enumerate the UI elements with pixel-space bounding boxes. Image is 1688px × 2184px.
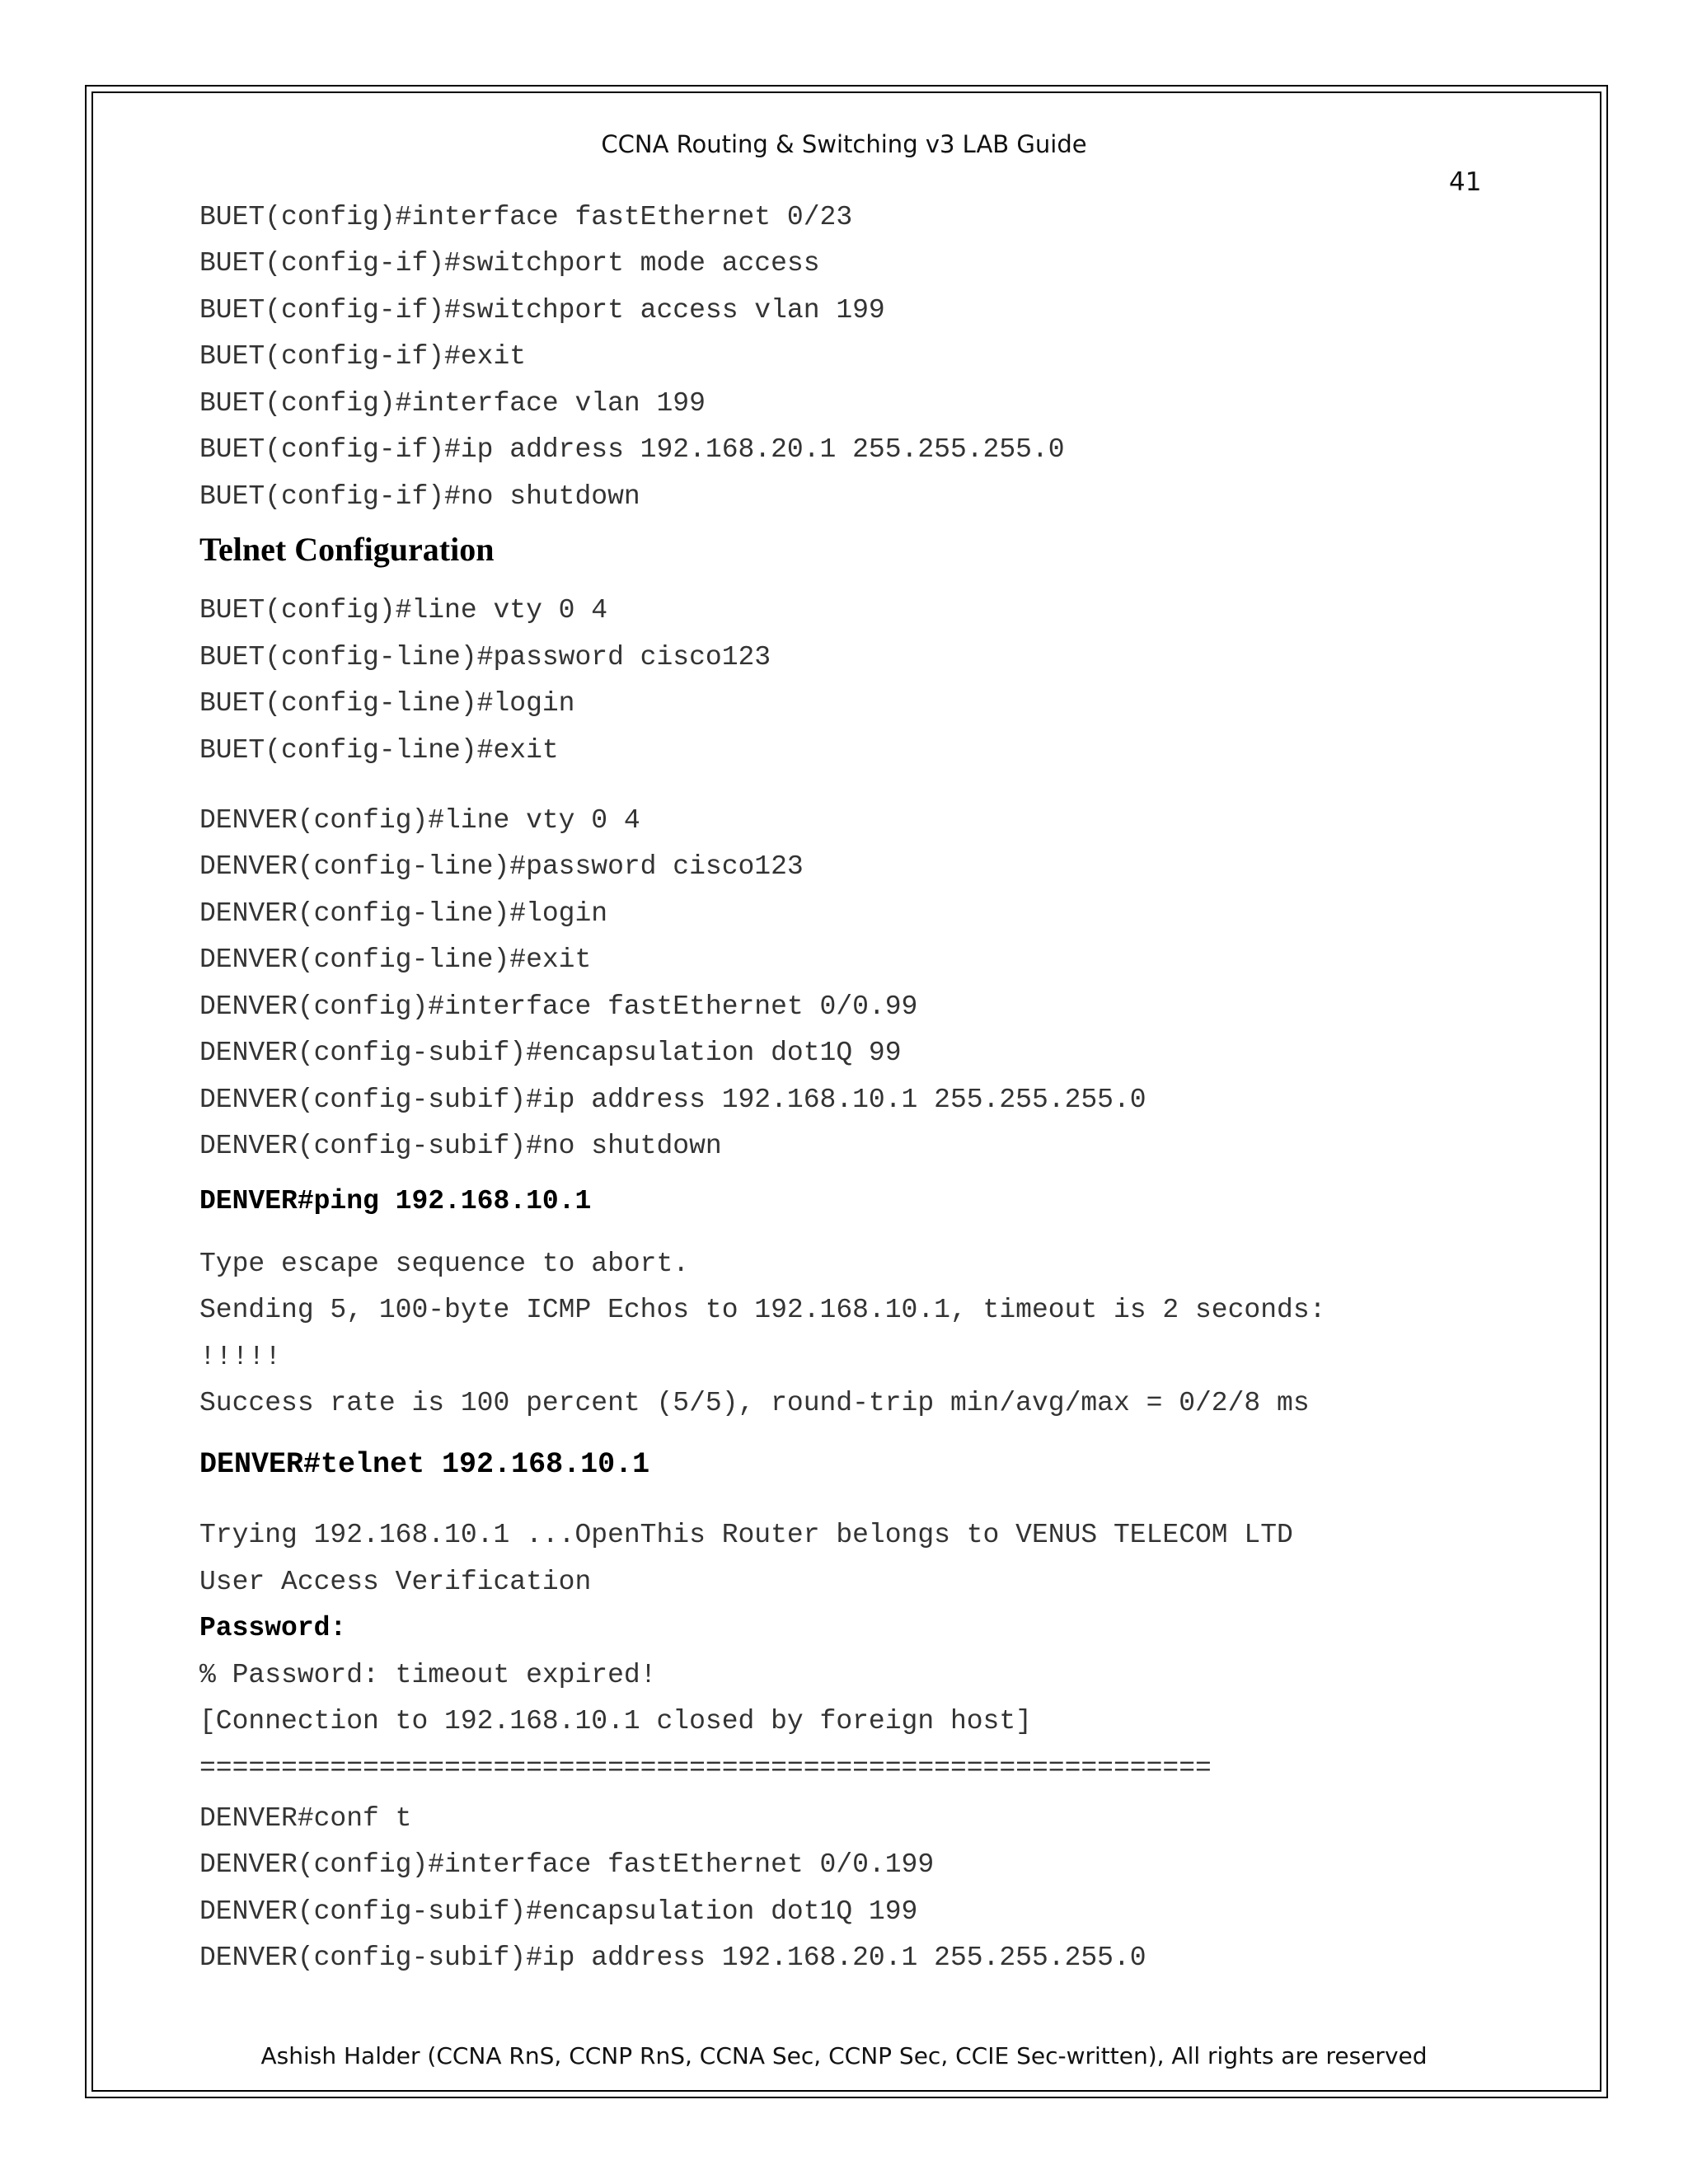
- config-line: BUET(config-line)#password cisco123: [199, 642, 771, 673]
- footer-copyright: Ashish Halder (CCNA RnS, CCNP RnS, CCNA Sec, CCNP Sec, CCIE Sec-written), All rights are reserved: [260, 2042, 1428, 2069]
- config-line: DENVER(config-line)#password cisco123: [199, 851, 804, 882]
- output-line: Type escape sequence to abort.: [199, 1249, 690, 1279]
- config-line: BUET(config-if)#no shutdown: [199, 481, 640, 512]
- header-title: CCNA Routing & Switching v3 LAB Guide: [601, 130, 1087, 158]
- config-line: BUET(config-line)#login: [199, 688, 575, 719]
- output-line: Sending 5, 100-byte ICMP Echos to 192.168.10.1, timeout is 2 seconds:: [199, 1295, 1326, 1325]
- output-line: % Password: timeout expired!: [199, 1660, 657, 1690]
- config-line: DENVER(config-subif)#ip address 192.168.20.1 255.255.255.0: [199, 1943, 1146, 1973]
- config-line: DENVER#conf t: [199, 1803, 412, 1834]
- config-line: DENVER(config-subif)#encapsulation dot1Q 99: [199, 1038, 902, 1068]
- config-line: DENVER(config)#line vty 0 4: [199, 805, 640, 836]
- config-line: BUET(config)#interface fastEthernet 0/23: [199, 202, 853, 232]
- config-line: BUET(config-if)#ip address 192.168.20.1 255.255.255.0: [199, 434, 1065, 465]
- ping-command: DENVER#ping 192.168.10.1: [199, 1186, 592, 1216]
- config-line: DENVER(config-line)#login: [199, 898, 608, 929]
- telnet-command: DENVER#telnet 192.168.10.1: [199, 1448, 650, 1481]
- config-line: DENVER(config)#interface fastEthernet 0/0.99: [199, 991, 918, 1022]
- config-line: BUET(config-line)#exit: [199, 735, 559, 766]
- config-line: BUET(config-if)#switchport access vlan 199: [199, 295, 885, 326]
- config-line: DENVER(config-subif)#ip address 192.168.10.1 255.255.255.0: [199, 1085, 1146, 1115]
- output-line: !!!!!: [199, 1342, 282, 1372]
- config-line: BUET(config-if)#exit: [199, 341, 527, 372]
- config-line: DENVER(config-line)#exit: [199, 944, 592, 975]
- output-line: Success rate is 100 percent (5/5), round-trip min/avg/max = 0/2/8 ms: [199, 1388, 1310, 1418]
- config-line: DENVER(config)#interface fastEthernet 0/0.199: [199, 1849, 935, 1880]
- page-number: 41: [1449, 167, 1482, 197]
- output-line: [Connection to 192.168.10.1 closed by foreign host]: [199, 1706, 1032, 1736]
- config-line: DENVER(config-subif)#no shutdown: [199, 1131, 722, 1161]
- config-line: BUET(config-if)#switchport mode access: [199, 248, 820, 279]
- config-line: BUET(config)#interface vlan 199: [199, 388, 706, 419]
- section-heading: Telnet Configuration: [199, 531, 495, 568]
- config-line: DENVER(config-subif)#encapsulation dot1Q 199: [199, 1896, 918, 1927]
- password-prompt: Password:: [199, 1613, 347, 1643]
- output-line: Trying 192.168.10.1 ...OpenThis Router belongs to VENUS TELECOM LTD: [199, 1520, 1293, 1550]
- separator-line: ==============================================================: [199, 1753, 1212, 1783]
- config-line: BUET(config)#line vty 0 4: [199, 595, 608, 626]
- output-line: User Access Verification: [199, 1567, 592, 1597]
